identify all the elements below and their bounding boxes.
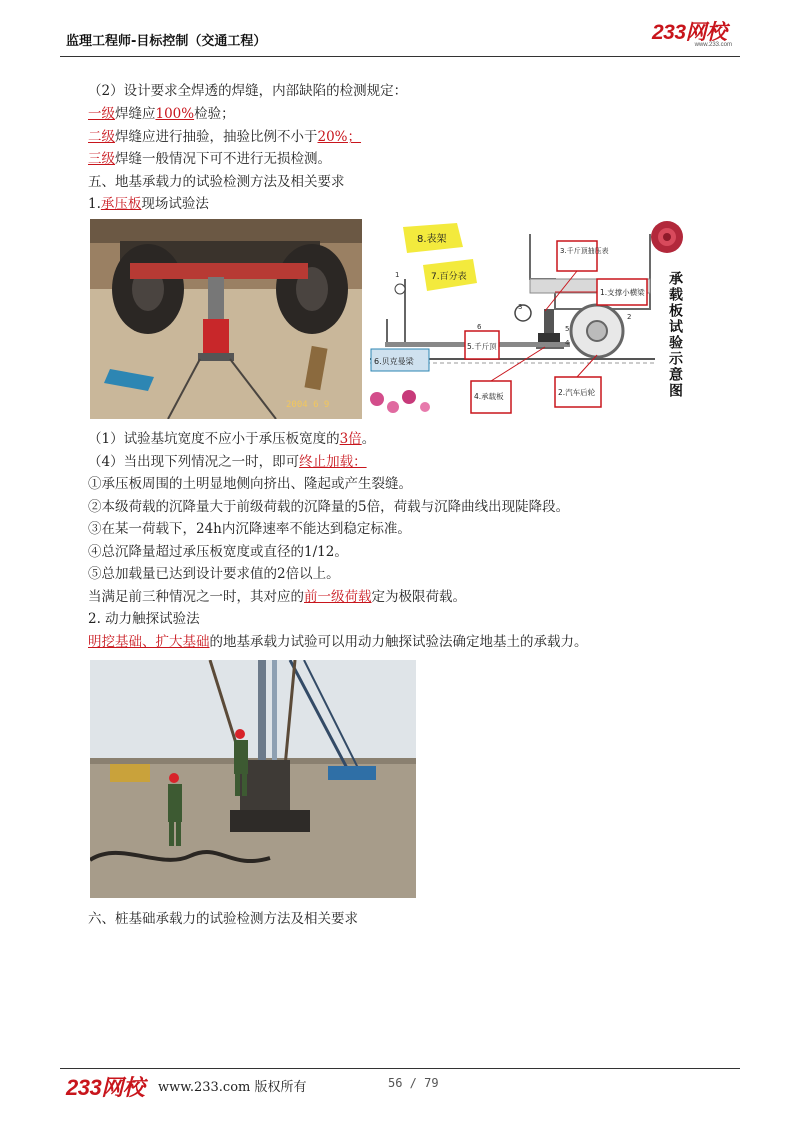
- section-heading: 五、地基承载力的试验检测方法及相关要求: [88, 174, 345, 190]
- dynamic-penetration-illustration: [90, 660, 416, 898]
- footer-brand-logo[interactable]: 233网校: [66, 1075, 145, 1100]
- text-line: （2）设计要求全焊透的焊缝，内部缺陷的检测规定：: [88, 83, 408, 99]
- footer-divider: [60, 1068, 740, 1069]
- diagram-number: 5: [565, 325, 570, 333]
- emphasis-text: 一级: [88, 106, 115, 122]
- dynamic-penetration-test-photo: [90, 660, 416, 898]
- brand-logo-text: 233网校: [652, 21, 727, 44]
- text-span: 当满足前三种情况之一时，其对应的: [88, 589, 304, 605]
- emphasis-text: 二级: [88, 129, 115, 145]
- diagram-title: 承载板试验示意图: [667, 271, 683, 399]
- text-span: 焊缝应进行抽验，抽验比例不小于: [115, 129, 318, 145]
- brand-logo[interactable]: [652, 22, 736, 52]
- diagram-number: 6: [477, 323, 482, 331]
- svg-text:5.千斤顶: 5.千斤顶: [467, 342, 497, 351]
- footer-copyright: www.233.com 版权所有: [158, 1080, 307, 1095]
- diagram-number: 1: [395, 271, 400, 279]
- emphasis-text: 承压板: [100, 196, 142, 212]
- photo-date-stamp: 2004 6 9: [286, 400, 330, 410]
- label-beike: [371, 349, 429, 371]
- label-chengzai: [471, 381, 511, 413]
- svg-text:1.支撑小横梁: 1.支撑小横梁: [600, 288, 645, 297]
- text-line: ④总沉降量超过承压板宽度或直径的1/12。: [88, 544, 348, 560]
- text-line: ⑤总加载量已达到设计要求值的2倍以上。: [88, 566, 340, 582]
- emphasis-text: 终止加载：: [299, 454, 367, 470]
- text-span: 检验；: [194, 106, 235, 122]
- emphasis-text: 前一级荷载: [304, 589, 372, 605]
- page-number: 56 / 79: [388, 1076, 439, 1090]
- diagram-number: 3: [518, 303, 523, 311]
- text-line: ①承压板周围的土明显地侧向挤出、隆起或产生裂缝。: [88, 476, 412, 492]
- text-span: 现场试验法: [141, 196, 209, 212]
- text-line: [88, 453, 367, 471]
- emphasis-text: 100%: [155, 106, 195, 122]
- text-span: （4）当出现下列情况之一时，即可: [88, 454, 300, 470]
- header-divider: [60, 56, 740, 57]
- plate-load-test-illustration: [90, 219, 362, 419]
- rose-decoration: [651, 221, 683, 253]
- plate-load-test-diagram-svg: [365, 219, 695, 419]
- text-span: 1.: [88, 196, 101, 212]
- document-header-title: 监理工程师-目标控制（交通工程）: [66, 34, 267, 49]
- plate-load-test-photo: [90, 219, 362, 419]
- subsection-heading: [88, 195, 209, 213]
- plate-load-test-diagram: [365, 219, 695, 419]
- label-zhicheng: [597, 279, 647, 305]
- diagram-number: 2: [627, 313, 632, 321]
- svg-text:4.承载板: 4.承载板: [474, 392, 504, 401]
- text-span: 焊缝应: [115, 106, 156, 122]
- emphasis-text: 3倍: [339, 431, 362, 447]
- label-houlun: [555, 377, 601, 407]
- subsection-heading: 2. 动力触探试验法: [88, 611, 200, 627]
- text-span: 定为极限荷载。: [371, 589, 466, 605]
- svg-text:6.贝克曼梁: 6.贝克曼梁: [374, 357, 414, 366]
- text-line: [88, 588, 466, 606]
- text-span: 的地基承载力试验可以用动力触探试验法确定地基土的承载力。: [209, 634, 588, 650]
- text-line: [88, 430, 375, 448]
- emphasis-text: 20%；: [317, 129, 362, 145]
- emphasis-text: 三级: [88, 151, 115, 167]
- label-qianjin: [465, 331, 499, 359]
- text-line: [88, 633, 588, 651]
- svg-text:2.汽车后轮: 2.汽车后轮: [558, 388, 596, 397]
- svg-text:7.百分表: 7.百分表: [431, 272, 467, 282]
- section-heading: 六、桩基础承载力的试验检测方法及相关要求: [88, 911, 358, 927]
- brand-logo-url: www.233.com: [694, 42, 732, 48]
- text-span: 。: [361, 431, 376, 447]
- diagram-number: 4: [565, 339, 570, 347]
- svg-text:8.表架: 8.表架: [417, 234, 447, 245]
- text-span: （1）试验基坑宽度不应小于承压板宽度的: [88, 431, 340, 447]
- text-line: ②本级荷载的沉降量大于前级荷载的沉降量的5倍，荷载与沉降曲线出现陡降段。: [88, 499, 570, 515]
- text-line: ③在某一荷载下，24h内沉降速率不能达到稳定标准。: [88, 521, 411, 537]
- text-line: [88, 105, 235, 123]
- text-line: [88, 128, 361, 146]
- text-line: [88, 150, 331, 168]
- text-span: 焊缝一般情况下可不进行无损检测。: [115, 151, 331, 167]
- svg-text:3.千斤顶抽压表: 3.千斤顶抽压表: [560, 247, 609, 255]
- emphasis-text: 明挖基础、扩大基础: [88, 634, 210, 650]
